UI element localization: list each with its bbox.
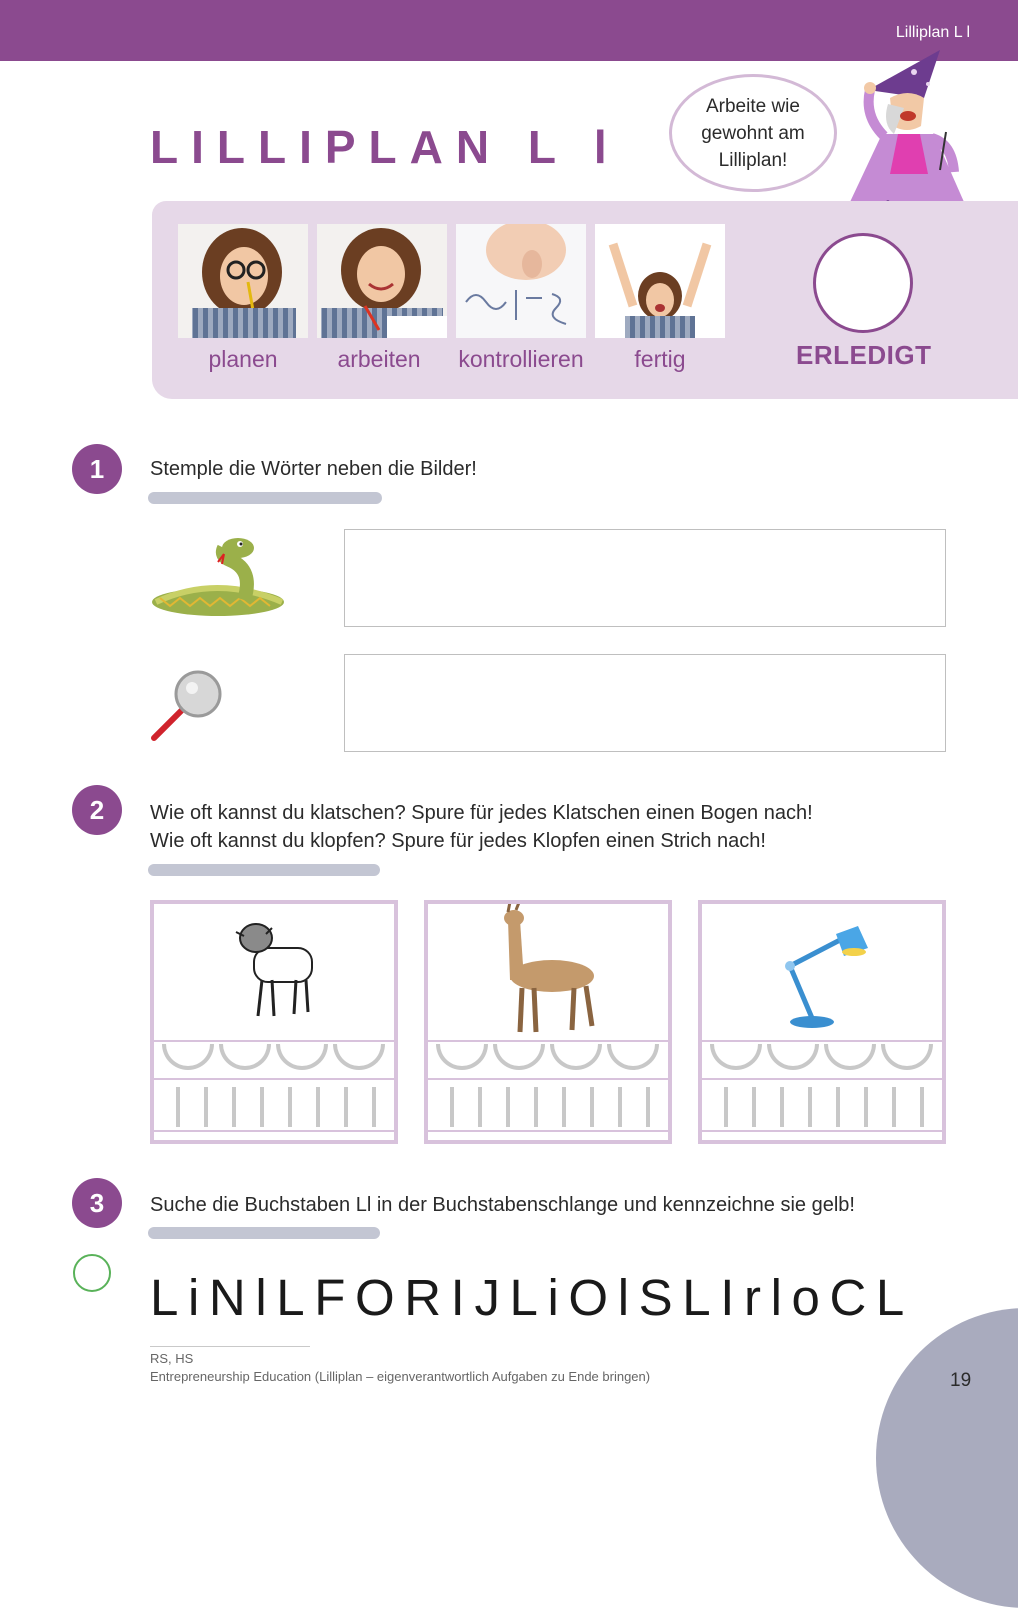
speech-bubble: Arbeite wie gewohnt am Lilliplan!: [669, 74, 837, 192]
done-label: ERLEDIGT: [796, 340, 932, 370]
done-check-circle[interactable]: [813, 233, 913, 333]
step-label-fertig: fertig: [634, 346, 686, 372]
footer-divider: [150, 1346, 310, 1347]
answer-box-magnifier[interactable]: [344, 654, 946, 752]
brush-stroke: [148, 492, 382, 504]
wizard-illustration: [828, 50, 980, 206]
task-3-instruction: Suche die Buchstaben Ll in der Buchstabenschlange und kennzeichne sie gelb!: [150, 1194, 855, 1216]
arbeiten-photo: [317, 224, 447, 338]
header-title: Lilliplan L l: [895, 24, 970, 41]
planen-photo: [178, 224, 308, 338]
task-2-instruction-line2: Wie oft kannst du klopfen? Spure für jedes Klopfen einen Strich nach!: [150, 830, 766, 852]
brush-stroke: [148, 1227, 380, 1239]
snake-icon: [148, 536, 288, 620]
step-label-kontrollieren: kontrollieren: [458, 346, 584, 372]
kontrollieren-photo: [456, 224, 586, 338]
task-3-check-circle[interactable]: [73, 1254, 111, 1292]
task-2-instruction-line1: Wie oft kannst du klatschen? Spure für jedes Klatschen einen Bogen nach!: [150, 802, 813, 824]
letter-snake[interactable]: LiNlLFORIJLiOlSLIrloCL: [150, 1269, 914, 1326]
page-title: LILLIPLAN L l: [150, 121, 620, 173]
step-label-arbeiten: arbeiten: [337, 346, 421, 372]
footer-topic: Entrepreneurship Education (Lilliplan – eigenverantwortlich Aufgaben zu Ende bringen): [150, 1369, 651, 1384]
task-3-number: 3: [72, 1178, 122, 1228]
lamp-icon: [702, 904, 942, 1040]
syllable-card-lamp: [698, 900, 946, 1144]
task-2-number: 2: [72, 785, 122, 835]
brush-stroke: [148, 864, 380, 876]
llama-icon: [428, 904, 668, 1040]
footer-school-types: RS, HS: [150, 1351, 194, 1366]
step-label-planen: planen: [208, 346, 278, 372]
magnifier-icon: [148, 668, 224, 744]
lamb-icon: [154, 904, 394, 1040]
page-corner-shape: [876, 1308, 1018, 1608]
syllable-card-lamb: [150, 900, 398, 1144]
syllable-card-llama: [424, 900, 672, 1144]
answer-box-snake[interactable]: [344, 529, 946, 627]
task-1-number: 1: [72, 444, 122, 494]
page-number: 19: [950, 1370, 972, 1391]
fertig-photo: [595, 224, 725, 338]
task-1-instruction: Stemple die Wörter neben die Bilder!: [150, 458, 477, 480]
